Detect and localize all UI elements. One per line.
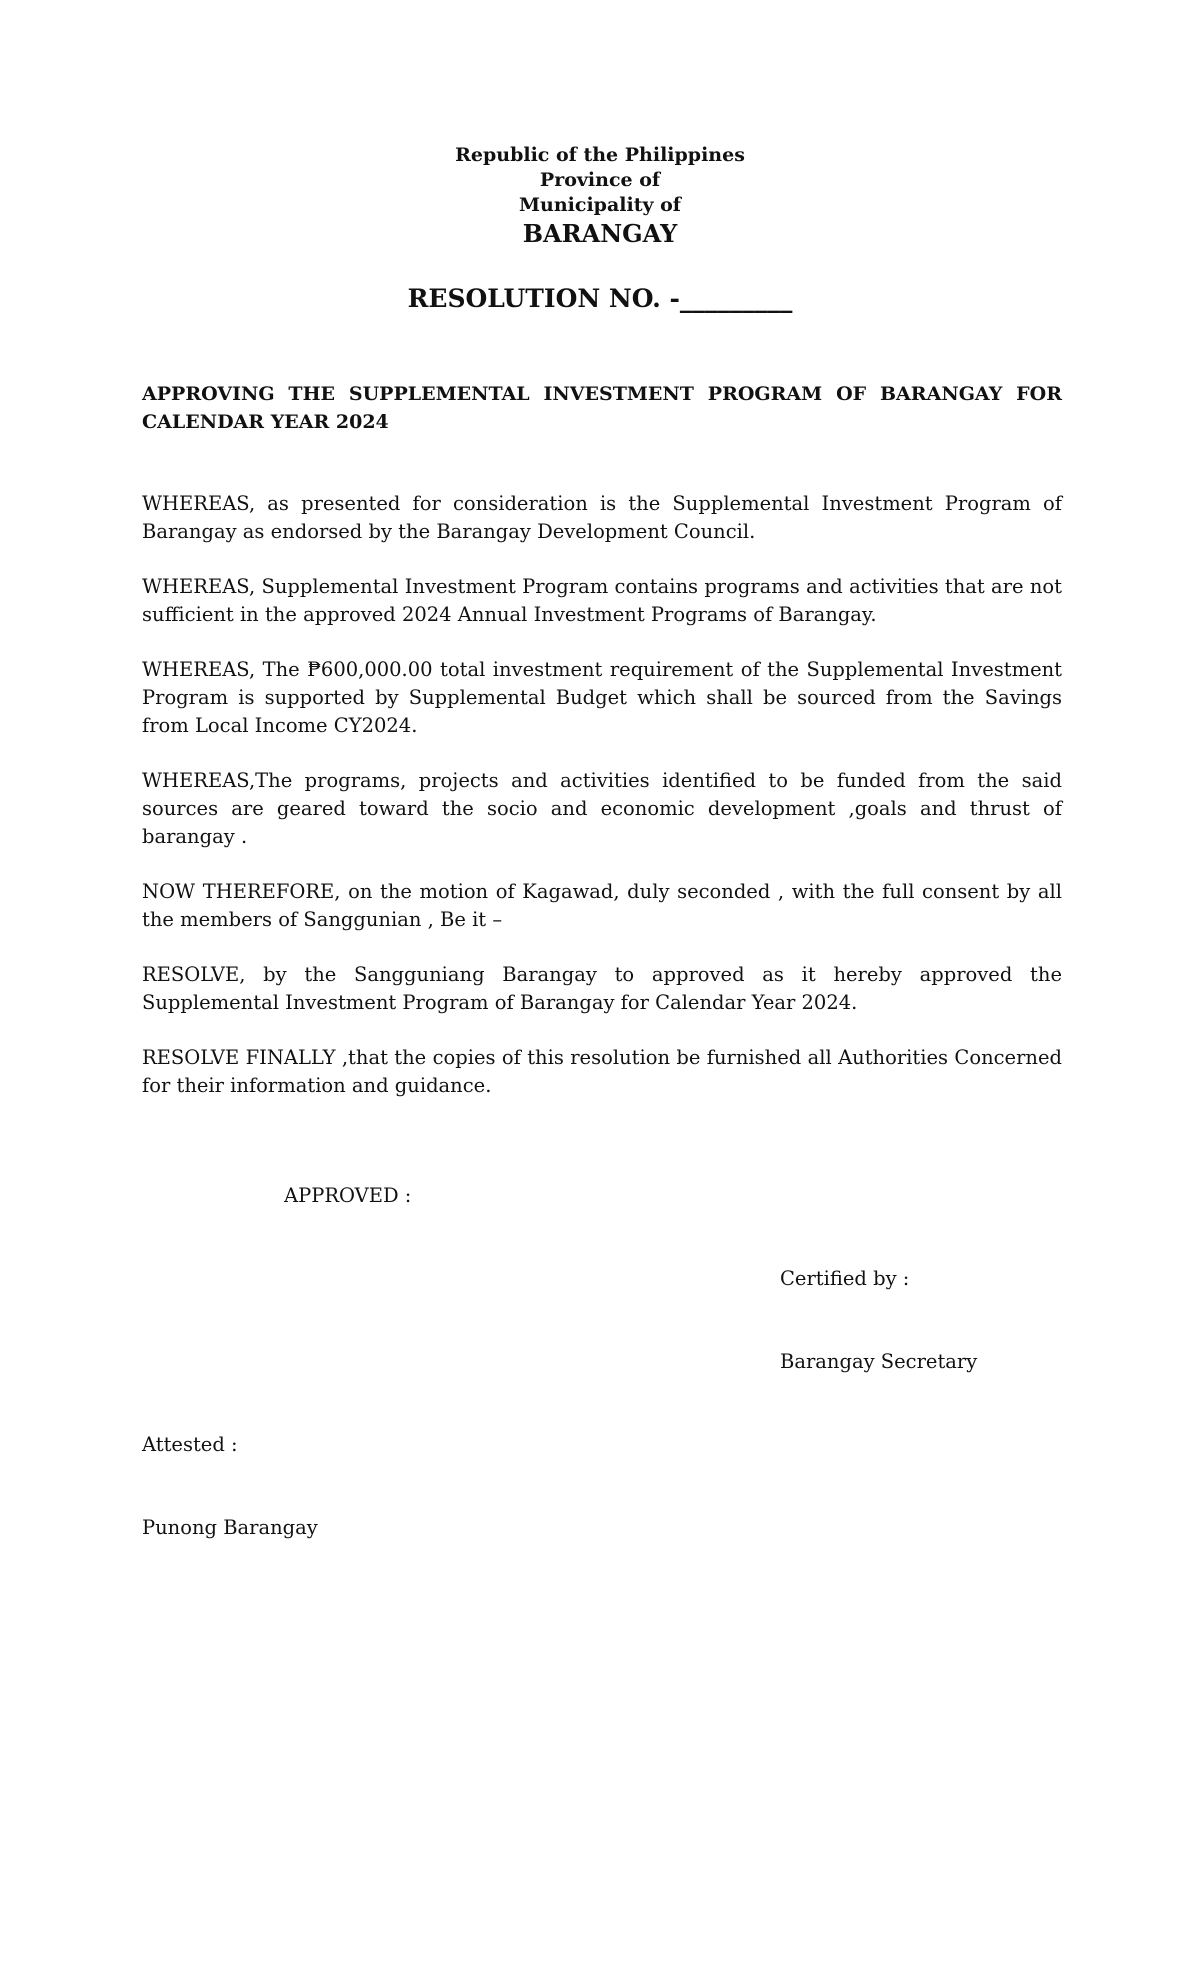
resolution-title: APPROVING THE SUPPLEMENTAL INVESTMENT PROGRAM OF BARANGAY FOR CALENDAR YEAR 2024	[142, 383, 1062, 433]
approved-label: APPROVED :	[284, 1184, 412, 1207]
whereas-paragraph-1: WHEREAS, as presented for consideration is the Supplemental Investment Program of Barangay as endorsed by the Barangay Development Council.	[142, 492, 1062, 543]
header-republic: Republic of the Philippines	[455, 144, 745, 166]
punong-barangay-label: Punong Barangay	[142, 1516, 318, 1539]
resolve-paragraph: RESOLVE, by the Sangguniang Barangay to approved as it hereby approved the Supplemental Investment Program of Barangay for Calendar Year 2024.	[142, 963, 1062, 1014]
whereas-paragraph-2: WHEREAS, Supplemental Investment Program contains programs and activities that are not sufficient in the approved 2024 Annual Investment Programs of Barangay.	[142, 575, 1062, 626]
now-therefore-paragraph: NOW THEREFORE, on the motion of Kagawad, duly seconded , with the full consent by all the members of Sanggunian , Be it –	[142, 880, 1062, 931]
resolution-number: RESOLUTION NO. -_________	[407, 284, 793, 313]
certified-by-label: Certified by :	[780, 1267, 910, 1290]
header-province: Province of	[539, 169, 661, 191]
attested-label: Attested :	[142, 1433, 238, 1456]
barangay-secretary-label: Barangay Secretary	[780, 1350, 978, 1373]
header-barangay: BARANGAY	[522, 219, 678, 248]
header-municipality: Municipality of	[519, 194, 681, 216]
resolve-finally-paragraph: RESOLVE FINALLY ,that the copies of this resolution be furnished all Authorities Concerned for their information and guidance.	[142, 1046, 1062, 1097]
whereas-paragraph-3: WHEREAS, The ₱600,000.00 total investment requirement of the Supplemental Investment Program is supported by Supplemental Budget which shall be sourced from the Savings from Local Income CY2024.	[142, 658, 1062, 737]
whereas-paragraph-4: WHEREAS,The programs, projects and activities identified to be funded from the said sources are geared toward the socio and economic development ,goals and thrust of barangay .	[142, 769, 1062, 848]
